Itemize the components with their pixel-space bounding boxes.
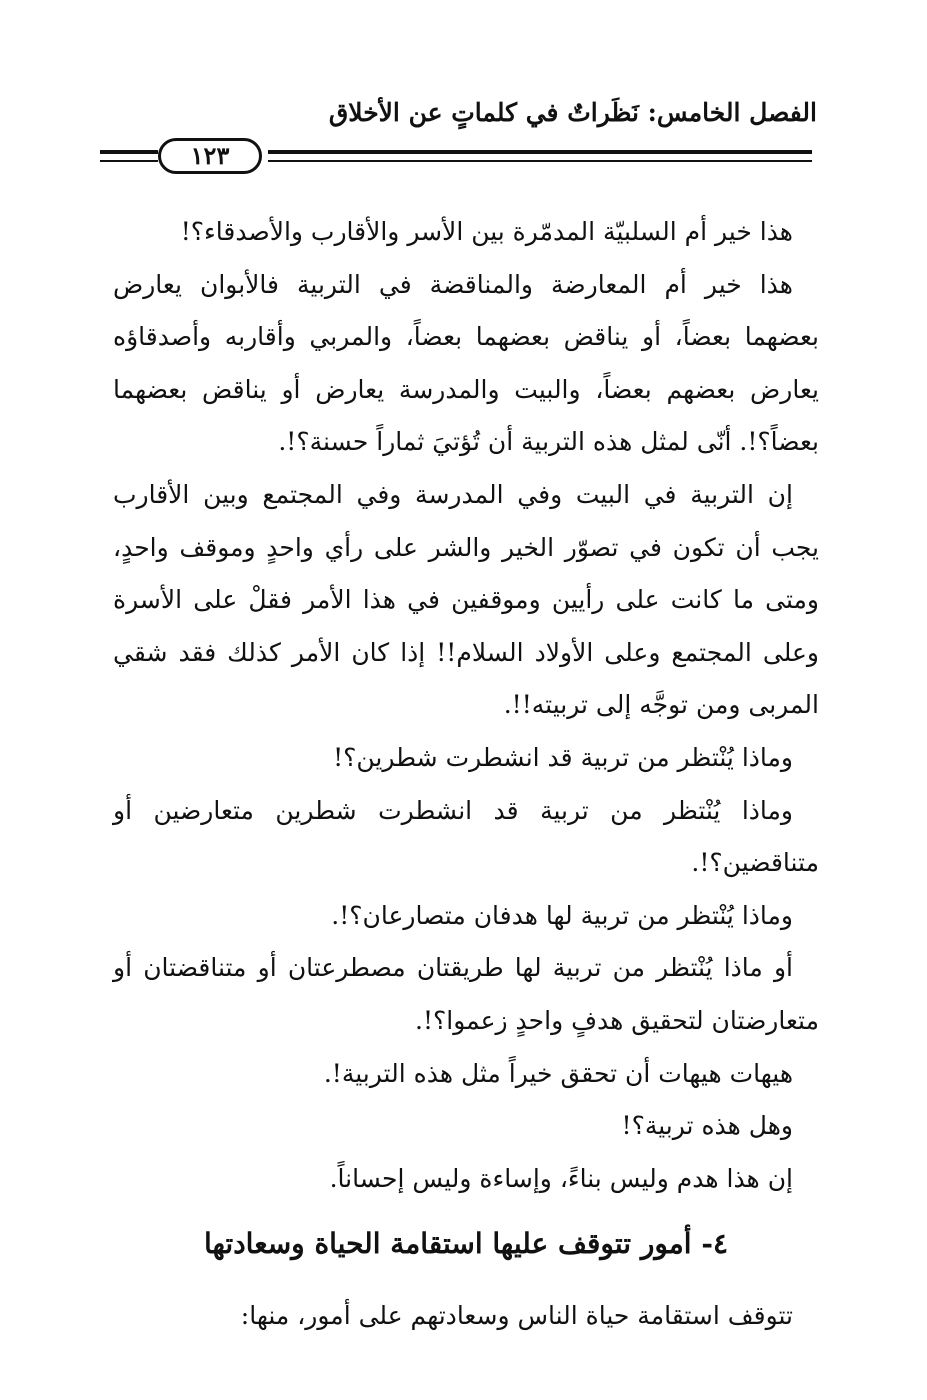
paragraph: أو ماذا يُنْتظر من تربية لها طريقتان مصطرعتان أو متناقضتان أو متعارضتان لتحقيق هدفٍ واحدٍ زعموا؟!. [113, 953, 819, 1035]
paragraph: هيهات هيهات أن تحقق خيراً مثل هذه التربية!. [323, 1058, 793, 1088]
paragraph: وماذا يُنْتظر من تربية قد انشطرت شطرين؟! [333, 742, 793, 772]
paragraph: هذا خير أم المعارضة والمناقضة في التربية فالأبوان يعارض بعضهما بعضاً، أو يناقض بعضهما بعضاً، والمربي وأقاربه وأصدقاؤه يعارض بعضهم بعضاً، والبيت والمدرسة يعارض أو يناقض بعضهما بعضاً؟!. أنّى لمثل هذه التربية أن تُؤتيَ ثماراً حسنة؟!. [113, 269, 819, 457]
section-intro: تتوقف استقامة حياة الناس وسعادتهم على أمور، منها: [240, 1301, 793, 1330]
page-number: ١٢٣ [158, 138, 262, 174]
paragraph: هذا خير أم السلبيّة المدمّرة بين الأسر والأقارب والأصدقاء؟! [180, 217, 793, 246]
paragraph: وماذا يُنْتظر من تربية لها هدفان متصارعان؟!. [331, 900, 793, 930]
paragraph: إن التربية في البيت وفي المدرسة وفي المجتمع وبين الأقارب يجب أن تكون في تصوّر الخير والشر على رأي واحدٍ وموقف واحدٍ، ومتى ما كانت على رأيين وموقفين في هذا الأمر فقلْ على الأسرة وعلى المجتمع وعلى الأولاد السلام!! إذا كان الأمر كذلك فقد شقي المربى ومن توجَّه إلى تربيته!!. [113, 479, 819, 720]
header-double-rule-left [100, 150, 158, 162]
section-heading: ٤- أمور تتوقف عليها استقامة الحياة وسعادتها [203, 1227, 728, 1260]
paragraph: إن هذا هدم وليس بناءً، وإساءة وليس إحساناً. [329, 1163, 793, 1193]
header-double-rule-right [268, 150, 812, 162]
body-text [113, 206, 819, 1205]
header-rule [100, 138, 812, 178]
running-title: الفصل الخامس: نَظَراتٌ في كلماتٍ عن الأخلاق [328, 98, 817, 127]
paragraph: وهل هذه تربية؟! [621, 1111, 793, 1141]
paragraph: وماذا يُنْتظر من تربية قد انشطرت شطرين متعارضين أو متناقضين؟!. [113, 795, 819, 878]
